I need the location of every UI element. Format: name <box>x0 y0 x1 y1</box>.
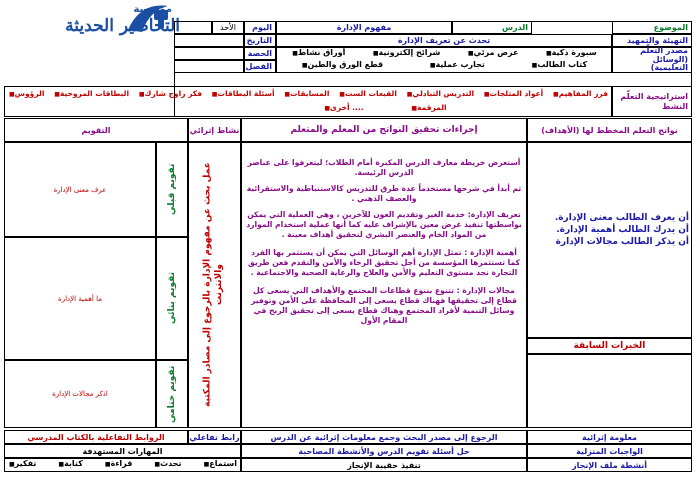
homework-label: الواجبات المنزلية <box>527 444 692 458</box>
day-label: اليوم <box>244 21 276 34</box>
skill-item[interactable]: ■ استماع <box>203 459 237 471</box>
outcome-item: أن يعرف الطالب معنى الإدارة. <box>554 213 689 223</box>
strategy-item[interactable]: ■ المرقمة <box>410 103 446 115</box>
skills-label: المهارات المستهدفة <box>4 444 241 458</box>
activity-text: عمل بحث عن مفهوم الإدارة بالرجوع إلى مصادر المكتبة والانترنت <box>202 162 224 408</box>
class-label: الفصل <box>244 60 276 73</box>
date-label: التاريخ <box>244 34 276 47</box>
procedures-text <box>246 158 522 326</box>
interactive-link-label: رابط تفاعلي <box>188 430 241 444</box>
strategy-label: استراتيجية التعلّم النشط <box>612 86 692 117</box>
procedure-paragraph: أستعرض خريطة معارف الدرس المكبرة أمام الطلاب؛ ليتعرفوا على عناصر الدرس الرئيسة. <box>247 158 521 178</box>
strategy-item[interactable]: ■ البطاقات المروحية <box>53 89 129 101</box>
logo <box>2 0 180 44</box>
lesson-value: مفهوم الإدارة <box>276 21 452 34</box>
skills-list <box>8 459 237 471</box>
source-item[interactable]: ■ عرض مرئي <box>467 48 519 60</box>
procedure-paragraph: مجالات الإدارة : تتنوع بتنوع قطاعات المجتمع والأهداف التي يسعى كل قطاع إلى تحقيقها فهناك قطاع يسعى إلى المحافظة على الأمن وتوفير وسائل التنمية لأفراد المجتمع وهناك قطاع يسعى إلى تحقيق الربح في المقام الأول <box>251 286 517 326</box>
source-item[interactable]: ■ شرائح إلكترونية <box>372 48 441 60</box>
eval-formative-text: ما أهمية الإدارة <box>58 294 102 303</box>
outcomes-list <box>530 212 689 248</box>
procedural-knowledge-label: معلومة إثرائية <box>527 430 692 444</box>
intro-label: التهيئة والتمهيد <box>612 34 692 47</box>
strategy-row-1 <box>8 89 608 101</box>
source-item[interactable]: ■ تجارب عملية <box>429 60 485 72</box>
outcomes-header: نواتج التعلم المخطط لها (الأهداف) <box>527 118 692 142</box>
procedural-knowledge-value: الرجوع إلى مصدر البحث وجمع معلومات إثرائية عن الدرس <box>241 430 527 444</box>
skill-item[interactable]: ■ تفكير <box>8 459 36 471</box>
strategy-item[interactable]: ■ أعواد المثلجات <box>483 89 543 101</box>
sources-row-1 <box>278 48 610 60</box>
class-value-cell <box>174 60 244 73</box>
sources-row-2 <box>278 60 610 72</box>
evaluation-header: التقويم <box>4 118 188 142</box>
strategy-item[interactable]: ■ أسئلة البطاقات <box>211 89 275 101</box>
eval-formative-label: تقويم بنائي <box>167 272 177 325</box>
skill-item[interactable]: ■ قراءة <box>104 459 132 471</box>
strategy-item[interactable]: ■ الرؤوس <box>8 89 44 101</box>
activity-header: نشاط إثرائي <box>188 118 241 142</box>
prior-experience-label: الخبرات السابقة <box>527 338 692 354</box>
source-item[interactable]: ■ كتاب الطالب <box>531 60 587 72</box>
eval-final-text: اذكر مجالات الإدارة <box>52 390 108 398</box>
strategy-item[interactable]: ■ القبعات الست <box>338 89 397 101</box>
intro-value: تحدث عن تعريف الإدارة <box>276 34 612 47</box>
eval-pre-text: عرف معنى الإدارة <box>53 185 107 194</box>
outcome-item: أن يدرك الطالب أهمية الإدارة. <box>556 225 689 236</box>
procedure-paragraph: أهمية الإدارة : تمثل الإدارة أهم الوسائل التي يمكن أن يستثمر بها الفرد كما تستثمرها المؤسسة من أجل تحقيق الرخاء والأمن والتقدم فعن طريق التجارة نجد مستوى التعليم والأمن والعلاج والرعاية الصحية والاجتماعية . <box>248 248 520 278</box>
strategy-item[interactable]: ■ التدريس التبادلي <box>406 89 474 101</box>
eval-pre-label: تقويم قبلي <box>167 163 177 216</box>
prior-experience-cell <box>527 354 692 428</box>
procedure-paragraph: ثم أبدأ في شرحها مستخدماً عدة طرق للتدريس كالاستنباطية والاستقرائية والعصف الذهني . <box>246 184 522 204</box>
skill-item[interactable]: ■ كتابة <box>57 459 82 471</box>
homework-value: حل أسئلة تقويم الدرس والأنشطة المصاحبة <box>241 444 527 458</box>
subject-label: الموضوع <box>612 21 692 34</box>
strategy-item[interactable]: ■ فكر زاوج شارك <box>138 89 202 101</box>
date-value-cell <box>174 34 244 47</box>
sources-label: مصدر التعلّم (الوسائل التعليمية) <box>612 47 692 73</box>
lesson-label: الدرس <box>452 21 532 34</box>
strategy-item[interactable]: ■ فرز المفاهيم <box>552 89 608 101</box>
strategy-row-2 <box>300 103 470 115</box>
source-item[interactable]: ■ سبورة ذكية <box>545 48 597 60</box>
eval-final-label: تقويم ختامي <box>167 365 177 423</box>
strategy-item[interactable]: ■ أخرى .... <box>323 103 363 115</box>
period-label: الحصة <box>244 47 276 60</box>
logo-bottom-text: التحاضير الحديثة <box>65 16 180 36</box>
strategy-item[interactable]: ■ المسابقات <box>283 89 329 101</box>
source-item[interactable]: ■ أوراق نشاط <box>291 48 345 60</box>
source-item[interactable]: ■ قطع الورق والطين <box>301 60 383 72</box>
procedure-paragraph: تعريف الإدارة: خدمة الغير وتقديم العون للآخرين ، وهي العملية التي يمكن بواسطتها تنفيذ غرض معين بالإشراف عليه كما أنها عملية استخدام الموارد من المواد الخام والعنصر البشري لتحقيق أهداف معينة . <box>246 210 522 240</box>
day-value: الأحد <box>212 21 244 34</box>
outcome-item: أن يذكر الطالب مجالات الإدارة <box>555 237 689 248</box>
logo-top-text: مؤسسة <box>133 4 172 15</box>
portfolio-value: تنفيذ حقيبة الإنجاز <box>241 458 527 472</box>
skill-item[interactable]: ■ تحدث <box>153 459 181 471</box>
day-blank-cell <box>174 21 212 34</box>
interactive-link-value[interactable]: الروابط التفاعلية بالكتاب المدرسي <box>4 430 188 444</box>
period-value-cell <box>174 47 244 60</box>
portfolio-label: أنشطة ملف الإنجاز <box>527 458 692 472</box>
procedures-header: إجراءات تحقيق النواتج من المعلم والمتعلم <box>241 118 527 142</box>
